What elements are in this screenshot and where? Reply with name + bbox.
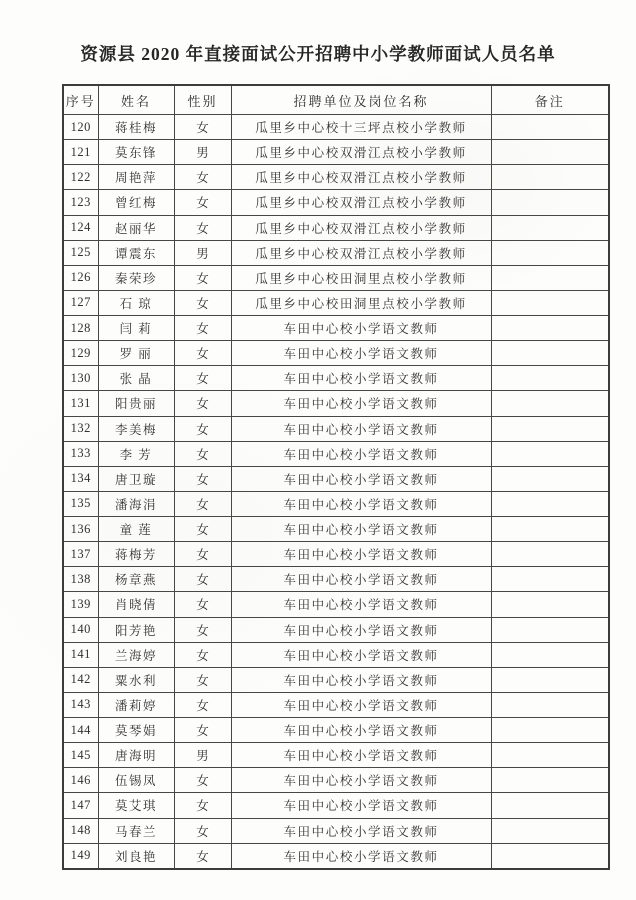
cell-name: 刘良艳 [98,843,174,869]
cell-name: 兰海婷 [98,642,174,667]
cell-remark [491,290,609,315]
cell-remark [491,667,609,692]
cell-no: 125 [63,240,98,265]
cell-gender: 女 [174,190,231,215]
cell-no: 132 [63,416,98,441]
cell-name: 阳芳艳 [98,617,174,642]
cell-position: 车田中心校小学语文教师 [231,617,491,642]
cell-no: 131 [63,391,98,416]
table-row [63,391,609,416]
cell-name: 马春兰 [98,818,174,843]
cell-name: 唐卫璇 [98,466,174,491]
cell-remark [491,140,609,165]
cell-name: 莫艾琪 [98,793,174,818]
cell-position: 车田中心校小学语文教师 [231,441,491,466]
table-row [63,542,609,567]
cell-gender: 女 [174,818,231,843]
cell-name: 李美梅 [98,416,174,441]
cell-name: 曾红梅 [98,190,174,215]
table-row [63,517,609,542]
cell-name: 李 芳 [98,441,174,466]
table-row [63,818,609,843]
cell-no: 120 [63,115,98,140]
table-row [63,165,609,190]
cell-gender: 女 [174,517,231,542]
cell-position: 车田中心校小学语文教师 [231,592,491,617]
cell-name: 潘海涓 [98,491,174,516]
cell-remark [491,341,609,366]
cell-gender: 女 [174,843,231,869]
column-header-position: 招聘单位及岗位名称 [231,85,491,115]
cell-remark [491,165,609,190]
page-title: 资源县 2020 年直接面试公开招聘中小学教师面试人员名单 [80,44,556,64]
cell-name: 闫 莉 [98,316,174,341]
cell-name: 粟水利 [98,667,174,692]
table-row [63,843,609,869]
cell-position: 瓜里乡中心校田洞里点校小学教师 [231,265,491,290]
cell-name: 罗 丽 [98,341,174,366]
cell-no: 121 [63,140,98,165]
column-header-gender: 性别 [174,85,231,115]
cell-no: 137 [63,542,98,567]
cell-name: 蒋桂梅 [98,115,174,140]
cell-position: 车田中心校小学语文教师 [231,466,491,491]
cell-gender: 女 [174,542,231,567]
cell-gender: 女 [174,768,231,793]
cell-position: 瓜里乡中心校双滑江点校小学教师 [231,240,491,265]
table-row [63,441,609,466]
cell-remark [491,592,609,617]
cell-gender: 女 [174,165,231,190]
table-row [63,140,609,165]
cell-no: 138 [63,567,98,592]
cell-gender: 女 [174,391,231,416]
table-row [63,316,609,341]
cell-no: 144 [63,718,98,743]
cell-remark [491,190,609,215]
column-header-remark: 备注 [491,85,609,115]
cell-position: 车田中心校小学语文教师 [231,718,491,743]
cell-gender: 女 [174,341,231,366]
cell-position: 车田中心校小学语文教师 [231,692,491,717]
table-header-row [63,85,609,115]
cell-position: 车田中心校小学语文教师 [231,391,491,416]
cell-remark [491,692,609,717]
cell-name: 蒋梅芳 [98,542,174,567]
cell-name: 谭震东 [98,240,174,265]
cell-no: 145 [63,743,98,768]
table-row [63,491,609,516]
cell-remark [491,843,609,869]
cell-gender: 女 [174,115,231,140]
cell-remark [491,642,609,667]
cell-gender: 女 [174,290,231,315]
cell-remark [491,542,609,567]
cell-gender: 女 [174,567,231,592]
cell-name: 赵丽华 [98,215,174,240]
cell-position: 车田中心校小学语文教师 [231,818,491,843]
cell-gender: 女 [174,265,231,290]
table-row [63,115,609,140]
cell-remark [491,466,609,491]
cell-gender: 女 [174,491,231,516]
cell-remark [491,743,609,768]
cell-no: 128 [63,316,98,341]
cell-no: 141 [63,642,98,667]
cell-no: 139 [63,592,98,617]
cell-gender: 男 [174,240,231,265]
cell-no: 124 [63,215,98,240]
cell-position: 车田中心校小学语文教师 [231,366,491,391]
cell-remark [491,316,609,341]
cell-remark [491,718,609,743]
cell-position: 瓜里乡中心校双滑江点校小学教师 [231,215,491,240]
cell-no: 143 [63,692,98,717]
cell-no: 142 [63,667,98,692]
cell-position: 车田中心校小学语文教师 [231,843,491,869]
cell-gender: 男 [174,140,231,165]
cell-position: 瓜里乡中心校双滑江点校小学教师 [231,165,491,190]
cell-no: 134 [63,466,98,491]
cell-no: 146 [63,768,98,793]
cell-no: 147 [63,793,98,818]
cell-position: 车田中心校小学语文教师 [231,341,491,366]
cell-remark [491,517,609,542]
table-row [63,265,609,290]
cell-position: 瓜里乡中心校田洞里点校小学教师 [231,290,491,315]
table-row [63,190,609,215]
cell-name: 伍锡凤 [98,768,174,793]
cell-position: 车田中心校小学语文教师 [231,316,491,341]
cell-remark [491,441,609,466]
cell-no: 129 [63,341,98,366]
table-row [63,416,609,441]
table-row [63,215,609,240]
cell-no: 148 [63,818,98,843]
table-row [63,667,609,692]
cell-gender: 女 [174,366,231,391]
cell-no: 136 [63,517,98,542]
cell-no: 133 [63,441,98,466]
cell-gender: 女 [174,466,231,491]
cell-remark [491,416,609,441]
cell-remark [491,115,609,140]
cell-position: 瓜里乡中心校双滑江点校小学教师 [231,140,491,165]
cell-gender: 女 [174,718,231,743]
cell-remark [491,215,609,240]
cell-remark [491,240,609,265]
cell-position: 车田中心校小学语文教师 [231,793,491,818]
table-row [63,466,609,491]
table-row [63,743,609,768]
table-row [63,341,609,366]
cell-gender: 女 [174,667,231,692]
cell-no: 135 [63,491,98,516]
cell-name: 潘莉婷 [98,692,174,717]
cell-remark [491,567,609,592]
table-body [63,115,609,870]
cell-name: 周艳萍 [98,165,174,190]
column-header-no: 序号 [63,85,98,115]
table-row [63,692,609,717]
cell-remark [491,265,609,290]
cell-position: 车田中心校小学语文教师 [231,743,491,768]
cell-gender: 男 [174,743,231,768]
cell-name: 张 晶 [98,366,174,391]
cell-remark [491,768,609,793]
cell-gender: 女 [174,416,231,441]
cell-position: 瓜里乡中心校双滑江点校小学教师 [231,190,491,215]
cell-name: 石 琼 [98,290,174,315]
cell-position: 车田中心校小学语文教师 [231,491,491,516]
cell-name: 莫东锋 [98,140,174,165]
cell-position: 车田中心校小学语文教师 [231,542,491,567]
cell-position: 车田中心校小学语文教师 [231,567,491,592]
cell-remark [491,818,609,843]
cell-position: 车田中心校小学语文教师 [231,642,491,667]
cell-no: 122 [63,165,98,190]
cell-name: 杨章燕 [98,567,174,592]
cell-remark [491,391,609,416]
roster-table [62,84,610,870]
cell-gender: 女 [174,215,231,240]
table-row [63,793,609,818]
cell-gender: 女 [174,441,231,466]
table-row [63,718,609,743]
table-row [63,366,609,391]
table-row [63,567,609,592]
cell-remark [491,793,609,818]
cell-gender: 女 [174,617,231,642]
table-row [63,592,609,617]
cell-no: 130 [63,366,98,391]
table-row [63,617,609,642]
cell-position: 车田中心校小学语文教师 [231,768,491,793]
cell-name: 肖晓倩 [98,592,174,617]
cell-position: 车田中心校小学语文教师 [231,517,491,542]
column-header-name: 姓名 [98,85,174,115]
cell-name: 唐海明 [98,743,174,768]
cell-no: 127 [63,290,98,315]
table-row [63,642,609,667]
cell-no: 140 [63,617,98,642]
cell-position: 车田中心校小学语文教师 [231,667,491,692]
cell-remark [491,617,609,642]
cell-no: 149 [63,843,98,869]
cell-gender: 女 [174,793,231,818]
cell-name: 阳贵丽 [98,391,174,416]
cell-position: 瓜里乡中心校十三坪点校小学教师 [231,115,491,140]
cell-no: 126 [63,265,98,290]
cell-name: 秦荣珍 [98,265,174,290]
table-row [63,768,609,793]
cell-name: 莫琴娟 [98,718,174,743]
cell-gender: 女 [174,592,231,617]
cell-gender: 女 [174,316,231,341]
cell-remark [491,366,609,391]
cell-gender: 女 [174,642,231,667]
cell-remark [491,491,609,516]
cell-gender: 女 [174,692,231,717]
table-row [63,290,609,315]
cell-name: 童 莲 [98,517,174,542]
table-row [63,240,609,265]
cell-no: 123 [63,190,98,215]
cell-position: 车田中心校小学语文教师 [231,416,491,441]
